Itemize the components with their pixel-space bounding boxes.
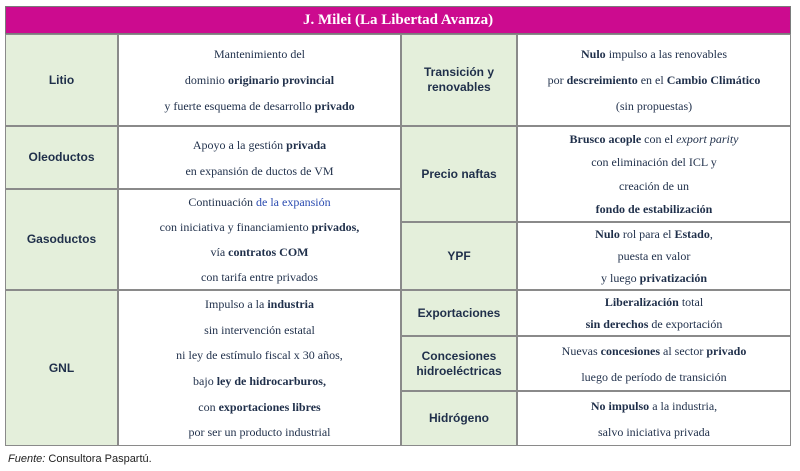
row-text-oleoductos [118,126,401,189]
text-run: ley de hidrocarburos, [216,373,326,388]
text-run: Nulo [581,47,606,61]
table-title: J. Milei (La Libertad Avanza) [5,6,791,34]
cell-line [518,344,790,358]
text-run: con [198,399,219,414]
cell-line [119,270,400,284]
row-text-litio [118,34,401,126]
text-run: privada [286,137,327,152]
cell-line [518,425,790,439]
text-run: y fuerte esquema de desarrollo [164,99,315,113]
row-text-gasoductos [118,189,401,290]
cell-line [119,47,400,61]
text-run: privado [314,99,355,113]
text-run: Cambio Climático [666,73,761,87]
text-run: Nuevas [561,343,601,358]
text-run: salvo iniciativa privada [598,424,710,439]
cell-line [518,249,790,263]
cell-line [119,323,400,337]
text-run: , [709,227,713,241]
text-run: Estado [674,227,710,241]
cell-line [119,99,400,113]
row-text-concesiones [517,336,791,391]
cell-line [119,245,400,259]
source-prefix: Fuente: [8,453,46,465]
text-run: privado [706,343,747,358]
row-label-exportaciones: Exportaciones [401,290,517,336]
cell-line [518,271,790,285]
cell-line [518,227,790,241]
text-run: en expansión de ductos de VM [185,163,334,178]
text-run: al sector [660,343,707,358]
cell-line [518,155,790,169]
cell-line [119,138,400,152]
text-run: con el [641,131,677,146]
cell-line [119,297,400,311]
text-run: luego de período de transición [581,369,727,384]
cell-line [119,374,400,388]
text-run: y luego [601,271,640,285]
text-run: impulso a las renovables [605,47,727,61]
cell-line [119,195,400,209]
cell-line [518,47,790,61]
cell-line [119,425,400,439]
row-label-oleoductos: Oleoductos [5,126,118,189]
row-text-transicion [517,34,791,126]
cell-line [119,400,400,414]
text-run: Mantenimiento del [214,47,305,61]
text-run: Apoyo a la gestión [192,137,287,152]
row-label-precio-naftas: Precio naftas [401,126,517,222]
row-label-concesiones: Concesiones hidroeléctricas [401,336,517,391]
cell-line [518,202,790,216]
text-run: rol para el [619,227,675,241]
text-run: privatización [639,271,707,285]
text-run: Liberalización [604,295,679,309]
text-run: total [678,295,704,309]
row-text-precio-naftas [517,126,791,222]
text-run: de la expansión [256,195,331,210]
row-label-transicion: Transición y renovables [401,34,517,126]
source-note [8,453,152,465]
text-run: (sin propuestas) [615,99,693,113]
cell-line [518,399,790,413]
text-run: bajo [193,373,217,388]
text-run: con eliminación del ICL y [591,155,717,170]
text-run: en el [637,73,667,87]
cell-line [119,164,400,178]
cell-line [518,132,790,146]
text-run: Impulso a la [204,296,268,311]
row-label-gasoductos: Gasoductos [5,189,118,290]
cell-line [518,99,790,113]
text-run: Nulo [595,227,620,241]
text-run: de exportación [648,317,723,331]
cell-line [119,73,400,87]
cell-line [518,179,790,193]
text-run: contratos COM [228,244,309,259]
text-run: por [547,73,567,87]
cell-line [518,317,790,331]
text-run: privados, [311,220,360,235]
source-text: Consultora Paspartú. [45,453,152,465]
row-label-ypf: YPF [401,222,517,290]
text-run: No impulso [590,398,650,413]
row-text-hidrogeno [517,391,791,446]
text-run: ni ley de estímulo fiscal x 30 años, [176,348,343,363]
text-run: descreimiento [566,73,638,87]
text-run: Continuación [188,195,256,210]
row-text-gnl [118,290,401,446]
cell-line [119,348,400,362]
row-text-exportaciones [517,290,791,336]
text-run: puesta en valor [617,249,691,263]
text-run: con iniciativa y financiamiento [159,220,312,235]
text-run: creación de un [619,178,689,193]
text-run: a la industria, [649,398,718,413]
cell-line [518,295,790,309]
row-text-ypf [517,222,791,290]
text-run: concesiones [600,343,660,358]
text-run: fondo de estabilización [595,202,713,217]
text-run: con tarifa entre privados [201,269,318,284]
text-run: dominio [184,73,228,87]
row-label-litio: Litio [5,34,118,126]
cell-line [518,370,790,384]
text-run: vía [210,244,229,259]
text-run: sin intervención estatal [204,322,315,337]
text-run: industria [267,296,314,311]
row-label-gnl: GNL [5,290,118,446]
text-run: exportaciones libres [218,399,321,414]
text-run: Brusco acople [569,131,642,146]
text-run: originario provincial [227,73,335,87]
cell-line [119,220,400,234]
cell-line [518,73,790,87]
text-run: por ser un producto industrial [188,425,331,440]
row-label-hidrogeno: Hidrógeno [401,391,517,446]
text-run: sin derechos [585,317,649,331]
text-run: export parity [676,131,739,146]
